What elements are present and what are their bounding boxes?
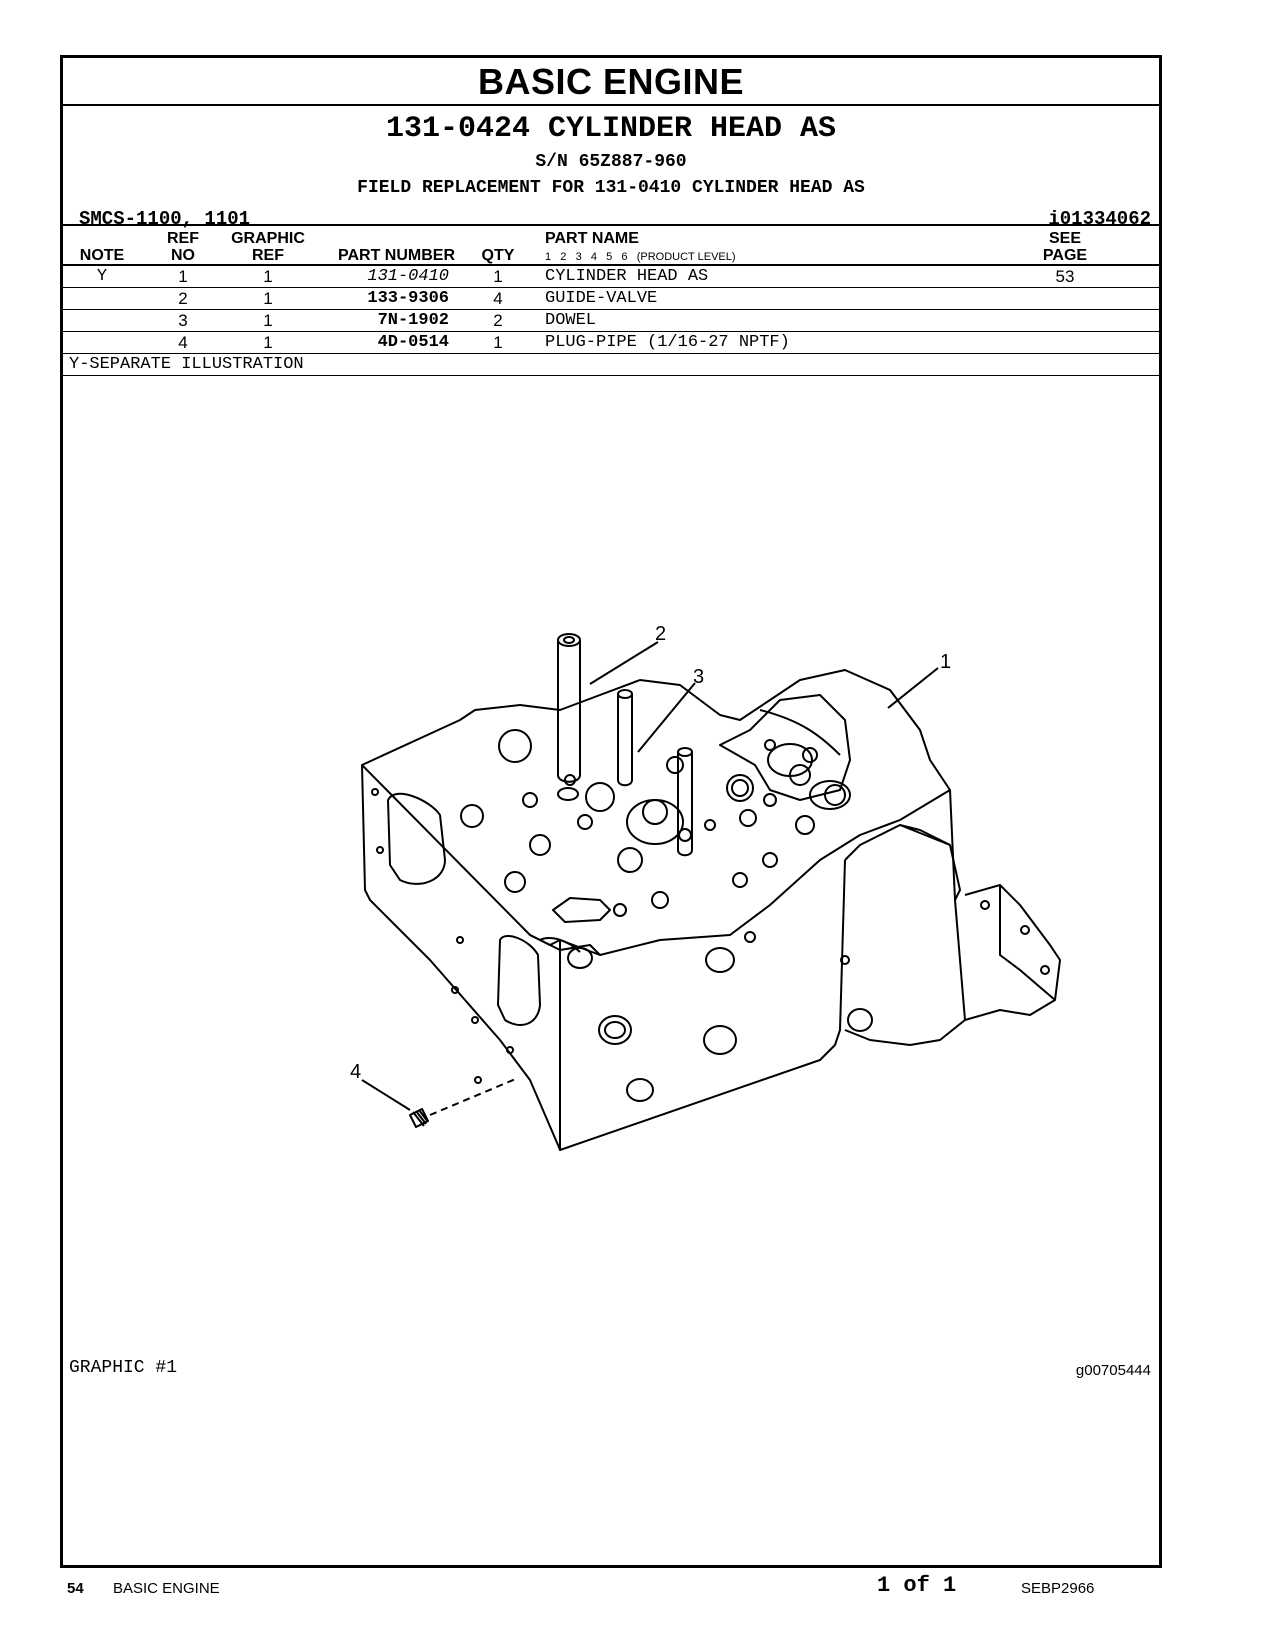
callout-1: 1 xyxy=(940,651,952,673)
row-see-page: 53 xyxy=(1055,267,1075,286)
assembly-title: 131-0424 CYLINDER HEAD AS xyxy=(385,112,837,146)
row-graphic-ref: 1 xyxy=(263,289,273,308)
row-qty: 4 xyxy=(493,289,503,308)
row-part-name: DOWEL xyxy=(545,311,597,330)
col-see-page-top: SEE xyxy=(1048,230,1081,247)
serial-range: S/N 65Z887-960 xyxy=(535,152,687,172)
cylinder-head-illustration xyxy=(300,560,1100,1180)
section-title: BASIC ENGINE xyxy=(63,58,1159,106)
footer-page-of: 1 of 1 xyxy=(877,1573,957,1598)
footer-publication: SEBP2966 xyxy=(1021,1580,1095,1597)
document-id: i01334062 xyxy=(1048,208,1151,230)
row-qty: 2 xyxy=(493,311,503,330)
row-part-name: PLUG-PIPE (1/16-27 NPTF) xyxy=(545,333,790,352)
row-part-number: 7N-1902 xyxy=(377,311,449,330)
row-graphic-ref: 1 xyxy=(263,333,273,352)
row-part-name: CYLINDER HEAD AS xyxy=(545,267,709,286)
row-graphic-ref: 1 xyxy=(263,311,273,330)
footer-section: BASIC ENGINE xyxy=(113,1580,220,1597)
row-part-number: 4D-0514 xyxy=(377,333,449,352)
col-ref-no-top: REF xyxy=(167,230,199,247)
row-qty: 1 xyxy=(493,333,503,352)
row-qty: 1 xyxy=(493,267,503,286)
row-ref-no: 4 xyxy=(178,333,188,352)
row-note: Y xyxy=(96,267,108,286)
callout-2: 2 xyxy=(655,623,667,645)
col-see-page-bottom: PAGE xyxy=(1042,247,1088,264)
row-ref-no: 2 xyxy=(178,289,188,308)
footnote: Y-SEPARATE ILLUSTRATION xyxy=(69,355,304,374)
col-part-name: PART NAME xyxy=(545,230,639,247)
row-ref-no: 1 xyxy=(178,267,188,286)
callout-4: 4 xyxy=(350,1061,362,1083)
field-replacement-note: FIELD REPLACEMENT FOR 131-0410 CYLINDER HEAD AS xyxy=(357,178,865,198)
row-ref-no: 3 xyxy=(178,311,188,330)
row-divider xyxy=(63,309,1159,310)
row-divider xyxy=(63,287,1159,288)
col-qty: QTY xyxy=(481,247,515,264)
column-header-divider xyxy=(63,264,1159,266)
callout-3: 3 xyxy=(693,666,705,688)
footnote-divider xyxy=(63,375,1159,376)
header-divider xyxy=(63,224,1159,226)
graphic-label: GRAPHIC #1 xyxy=(69,1358,178,1378)
col-part-number: PART NUMBER xyxy=(337,247,455,264)
row-part-number: 131-0410 xyxy=(367,267,449,286)
col-ref-no-bottom: NO xyxy=(171,247,195,264)
row-part-number: 133-9306 xyxy=(367,289,449,308)
col-graphic-ref-bottom: REF xyxy=(252,247,284,264)
graphic-id: g00705444 xyxy=(1075,1362,1151,1379)
row-divider xyxy=(63,353,1159,354)
col-note: NOTE xyxy=(79,247,125,264)
col-graphic-ref-top: GRAPHIC xyxy=(231,230,305,247)
col-product-level: 1 2 3 4 5 6 (PRODUCT LEVEL) xyxy=(545,251,736,263)
smcs-code: SMCS-1100, 1101 xyxy=(79,208,251,230)
row-divider xyxy=(63,331,1159,332)
row-part-name: GUIDE-VALVE xyxy=(545,289,658,308)
row-graphic-ref: 1 xyxy=(263,267,273,286)
footer-page-number: 54 xyxy=(67,1580,84,1597)
